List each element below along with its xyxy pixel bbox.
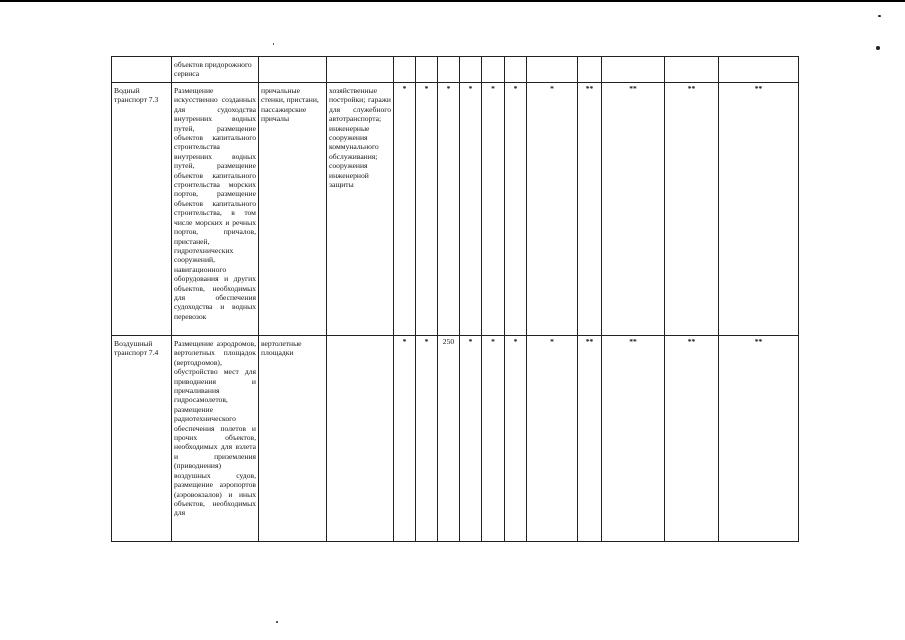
table-row [112, 83, 799, 336]
param-cell [482, 57, 505, 83]
param-cell: * [416, 336, 438, 542]
scan-speck [273, 43, 274, 45]
allowed-cell [259, 336, 327, 542]
param-cell: * [482, 336, 505, 542]
purpose-cell [172, 336, 259, 542]
param-cell [460, 57, 482, 83]
scan-border-top [0, 0, 905, 2]
param-cell: ** [719, 336, 799, 542]
row-name: Воздушный транспорт 7.4 [114, 339, 159, 358]
purpose-text: объектов придорожного сервиса [174, 60, 252, 79]
name-cell [112, 83, 172, 336]
auxiliary-text: хозяйственные постройки; гаражи для служебного автотранспорта; инженерные сооружения коммунального обслуживания; сооружения инженерной защиты [329, 86, 391, 190]
allowed-cell [259, 83, 327, 336]
param-cell: ** [578, 83, 602, 336]
param-cell: * [527, 83, 578, 336]
purpose-cell [172, 83, 259, 336]
param-cell: * [438, 83, 460, 336]
param-cell [394, 57, 416, 83]
param-cell [665, 57, 719, 83]
param-cell: ** [578, 336, 602, 542]
param-cell: ** [665, 336, 719, 542]
param-cell: ** [665, 83, 719, 336]
param-cell [602, 57, 665, 83]
purpose-text: Размещение аэродромов, вертолетных площадок (вертодромов), обустройство мест для приводнения и причаливания гидросамолетов, размещение радиотехнического обеспечения полетов и прочих объектов, необходимых для взлета и приземления (приводнения) воздушных судов, размещение аэропортов (аэровокзалов) и иных объектов, необходимых для [174, 339, 256, 518]
name-cell [112, 57, 172, 83]
row-name: Водный транспорт 7.3 [114, 86, 159, 105]
purpose-cell [172, 57, 259, 83]
param-cell: 250 [438, 336, 460, 542]
param-cell [416, 57, 438, 83]
param-cell: * [416, 83, 438, 336]
param-cell [719, 57, 799, 83]
param-cell [505, 57, 527, 83]
table-row [112, 57, 799, 83]
param-cell: * [527, 336, 578, 542]
scan-speck [878, 15, 881, 17]
param-cell: ** [719, 83, 799, 336]
param-cell: ** [602, 336, 665, 542]
name-cell [112, 336, 172, 542]
scan-speck [276, 621, 278, 623]
auxiliary-cell [327, 336, 394, 542]
param-cell: * [460, 336, 482, 542]
allowed-text: вертолетные площадки [261, 339, 302, 358]
auxiliary-cell [327, 57, 394, 83]
auxiliary-cell [327, 83, 394, 336]
scan-speck [876, 46, 880, 50]
allowed-text: причальные стенки, пристани, пассажирские причалы [261, 86, 319, 124]
param-cell: * [460, 83, 482, 336]
land-use-table [111, 56, 799, 542]
table-row [112, 336, 799, 542]
param-cell [527, 57, 578, 83]
allowed-cell [259, 57, 327, 83]
param-cell: * [394, 336, 416, 542]
param-cell [438, 57, 460, 83]
param-cell: * [482, 83, 505, 336]
purpose-text: Размещение искусственно созданных для судоходства внутренних водных путей, размещение объектов капитального строительства внутренних водных путей, размещение объектов капитального строительства морских портов, размещение объектов капитального строительства, в том числе морских и речных портов, причалов, пристаней, гидротехнических сооружений, навигационного оборудования и других объектов, необходимых для обеспечения судоходства и водных перевозок [174, 86, 256, 321]
param-cell: * [505, 336, 527, 542]
param-cell: ** [602, 83, 665, 336]
param-cell [578, 57, 602, 83]
param-cell: * [394, 83, 416, 336]
param-cell: * [505, 83, 527, 336]
